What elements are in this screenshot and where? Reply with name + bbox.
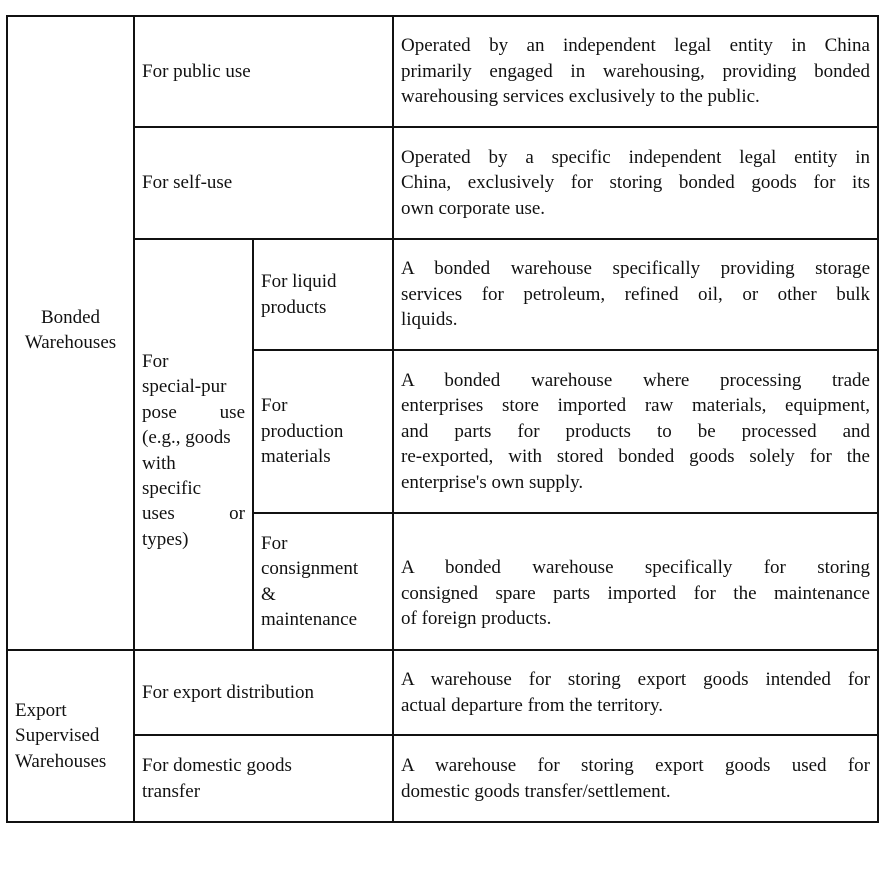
text-line: Supervised	[15, 725, 100, 747]
export-supervised-warehouses-cell	[6, 649, 135, 823]
text-line: A bonded warehouse where processing trade	[401, 369, 870, 391]
liquid-products-desc	[392, 238, 879, 351]
text-line: Export	[15, 699, 67, 721]
self-use-type	[133, 126, 394, 240]
text-line: Warehouses	[15, 750, 107, 772]
text-line: (e.g., goods	[142, 427, 231, 449]
text-line: transfer	[142, 780, 201, 802]
text-line: Bonded	[40, 306, 101, 328]
text-line: For liquid	[261, 271, 337, 293]
bonded-warehouses-cell	[6, 15, 135, 651]
text-line: re-exported, with stored bonded goods solely for the	[401, 446, 870, 468]
text-line: and parts for products to be processed and	[401, 420, 870, 442]
domestic-transfer-type	[133, 734, 394, 823]
public-use-desc	[392, 15, 879, 128]
consignment-maintenance-type	[252, 512, 394, 651]
text-line: consignment	[261, 558, 359, 580]
text-line: Warehouses	[24, 332, 117, 353]
special-purpose-cell	[133, 238, 254, 651]
text-line: liquids.	[401, 309, 458, 331]
text-line: &	[261, 583, 276, 605]
text-line: A warehouse for storing export goods intended for	[401, 669, 870, 691]
export-distribution-desc	[392, 649, 879, 736]
text-line: special-pur	[142, 376, 227, 398]
production-materials-type	[252, 349, 394, 514]
text-line: uses or	[142, 503, 245, 525]
text-line: For	[261, 532, 288, 554]
text-line: enterprise's own supply.	[401, 471, 584, 493]
text-line: specific	[142, 477, 202, 499]
text-line: primarily engaged in warehousing, providing bonded	[401, 60, 870, 82]
text-line: For self-use	[142, 172, 233, 194]
consignment-maintenance-desc	[392, 512, 879, 651]
text-line: types)	[142, 528, 189, 550]
text-line: services for petroleum, refined oil, or other bulk	[401, 283, 870, 305]
text-line: production	[261, 420, 344, 442]
text-line: A bonded warehouse specifically for storing	[401, 557, 870, 579]
text-line: Operated by an independent legal entity in China	[401, 35, 870, 57]
export-distribution-type	[133, 649, 394, 736]
text-line: pose use	[142, 401, 245, 423]
text-line: own corporate use.	[401, 197, 546, 219]
text-line: For export distribution	[142, 681, 315, 703]
text-line: maintenance	[261, 608, 358, 630]
text-line: actual departure from the territory.	[401, 694, 664, 716]
text-line: For	[261, 395, 288, 417]
text-line: A warehouse for storing export goods used for	[401, 755, 870, 777]
text-line: For domestic goods	[142, 755, 292, 777]
text-line: of foreign products.	[401, 608, 552, 630]
self-use-desc	[392, 126, 879, 240]
text-line: with	[142, 452, 176, 474]
text-line: For	[142, 350, 169, 372]
text-line: warehousing services exclusively to the public.	[401, 86, 760, 108]
text-line: A bonded warehouse specifically providing storage	[401, 258, 870, 280]
text-line: consigned spare parts imported for the maintenance	[401, 582, 870, 604]
text-line: products	[261, 296, 327, 318]
text-line: domestic goods transfer/settlement.	[401, 780, 671, 802]
text-line: Operated by a specific independent legal entity in	[401, 146, 870, 168]
domestic-transfer-desc	[392, 734, 879, 823]
text-line: materials	[261, 446, 331, 468]
text-line: For public use	[142, 60, 251, 82]
production-materials-desc	[392, 349, 879, 514]
liquid-products-type	[252, 238, 394, 351]
text-line: China, exclusively for storing bonded goods for its	[401, 172, 870, 194]
public-use-type	[133, 15, 394, 128]
text-line: enterprises store imported raw materials, equipment,	[401, 395, 870, 417]
